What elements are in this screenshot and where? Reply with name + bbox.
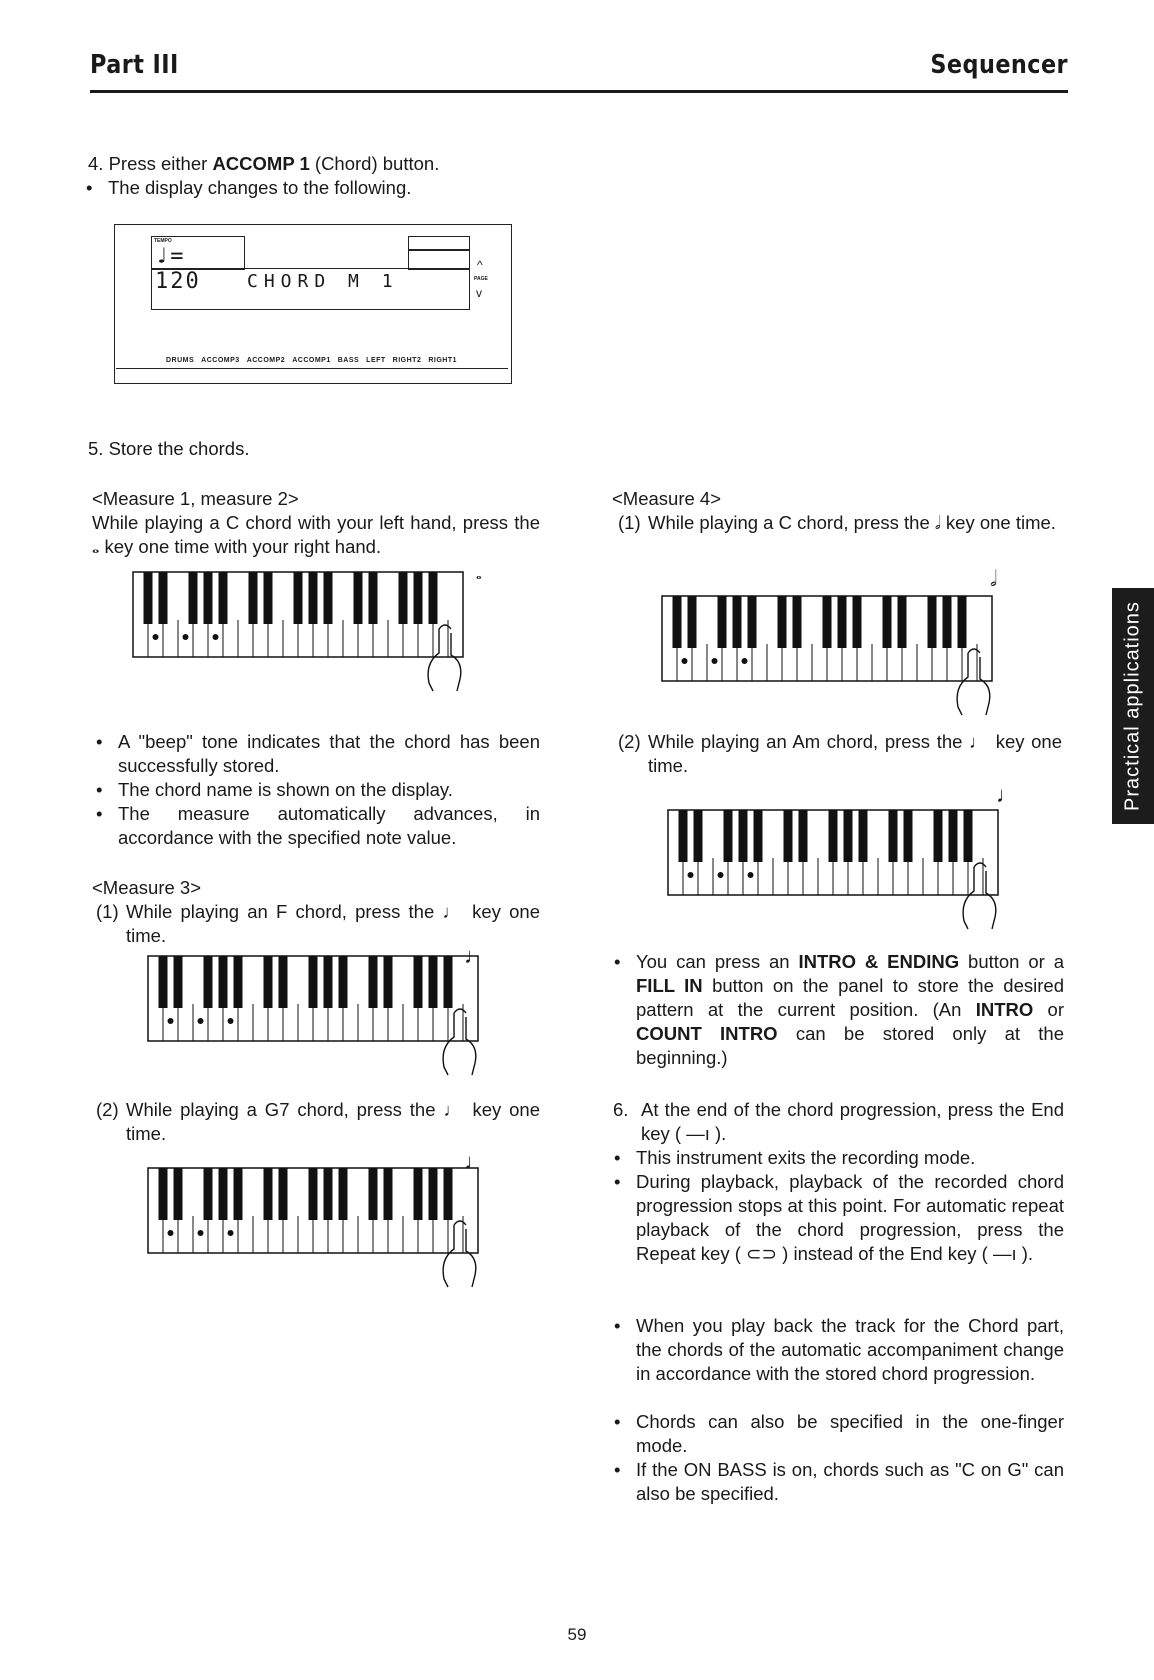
step-4-text-before: Press either	[108, 153, 213, 174]
black-key	[294, 572, 303, 624]
step-6-text: At the end of the chord progression, press the End key ( —ı ).	[641, 1099, 1064, 1144]
step-5-text: Store the chords.	[108, 438, 250, 459]
pressed-key-dot	[228, 1018, 234, 1024]
track-label: ACCOMP1	[292, 357, 331, 364]
black-key	[279, 1168, 288, 1220]
black-key	[159, 572, 168, 624]
black-key	[748, 596, 757, 648]
black-key	[784, 810, 793, 862]
black-key	[234, 956, 243, 1008]
step-4-bullet-text: The display changes to the following.	[108, 177, 412, 198]
track-labels	[166, 357, 466, 364]
black-key	[958, 596, 967, 648]
black-key	[204, 1168, 213, 1220]
black-key	[943, 596, 952, 648]
black-key	[793, 596, 802, 648]
item-text: While playing an F chord, press the ♩ key one time.	[126, 901, 540, 946]
black-key	[429, 572, 438, 624]
black-key	[414, 1168, 423, 1220]
pressed-key-dot	[168, 1018, 174, 1024]
tempo-value: ♩= 120	[155, 244, 201, 294]
pressed-key-dot	[718, 872, 724, 878]
note-symbol: 𝅗𝅥	[990, 566, 997, 591]
note-symbol: ♩	[464, 943, 486, 968]
black-key	[724, 810, 733, 862]
black-key	[324, 1168, 333, 1220]
step-5-number: 5.	[88, 438, 104, 459]
black-key	[219, 572, 228, 624]
playback-bullet: • During playback, playback of the recorded chord progression stops at this point. For automatic repeat playback of the chord progression, press the Repeat key ( ⊂⊃ ) instead of the End key ( —ı ).	[614, 1171, 1064, 1264]
black-key	[904, 810, 913, 862]
black-key	[429, 1168, 438, 1220]
black-key	[234, 1168, 243, 1220]
measure-4-heading: <Measure 4>	[612, 488, 722, 509]
page-down-icon: v	[476, 286, 482, 300]
pressed-key-dot	[168, 1230, 174, 1236]
black-key	[204, 956, 213, 1008]
black-key	[309, 956, 318, 1008]
measure-4-item-1	[618, 511, 1062, 535]
black-key	[249, 572, 258, 624]
black-key	[754, 810, 763, 862]
section-heading: Sequencer	[930, 50, 1068, 80]
black-key	[429, 956, 438, 1008]
chord-line: CHORD M 1	[247, 271, 399, 292]
bullet-text: Chords can also be specified in the one-finger mode.	[636, 1411, 1064, 1456]
pressed-key-dot	[213, 634, 219, 640]
intro-note-text: You can press an	[636, 951, 799, 972]
intro-note-text: or	[1033, 999, 1064, 1020]
black-key	[384, 956, 393, 1008]
step-4	[88, 152, 439, 176]
black-key	[444, 1168, 453, 1220]
black-key	[384, 1168, 393, 1220]
keyboard-illustration-2	[662, 596, 1022, 716]
intro-note-text: button or a	[959, 951, 1065, 972]
pressed-key-dot	[198, 1018, 204, 1024]
note-symbol: ♩	[996, 782, 1018, 807]
keyboard-illustration-1	[133, 572, 493, 692]
black-key	[844, 810, 853, 862]
black-key	[414, 572, 423, 624]
black-key	[324, 956, 333, 1008]
lcd-display	[114, 224, 512, 384]
black-key	[264, 1168, 273, 1220]
black-key	[838, 596, 847, 648]
intro-note-text: can be stored only at the beginning.)	[636, 1023, 1064, 1068]
black-key	[799, 810, 808, 862]
black-key	[853, 596, 862, 648]
header-rule	[90, 90, 1068, 93]
intro-label: INTRO	[975, 999, 1034, 1020]
on-bass-bullet: • If the ON BASS is on, chords such as "C on G" can also be specified.	[614, 1459, 1064, 1504]
measure-advance-bullet: • The measure automatically advances, in accordance with the specified note value.	[96, 803, 540, 848]
page-number: 59	[567, 1625, 587, 1644]
pressed-key-dot	[198, 1230, 204, 1236]
black-key	[694, 810, 703, 862]
intro-ending-button-label: INTRO & ENDING	[798, 951, 960, 972]
black-key	[369, 956, 378, 1008]
black-key	[414, 956, 423, 1008]
keyboard-illustration-3	[148, 956, 508, 1076]
recording-exit-bullet: • This instrument exits the recording mode.	[614, 1147, 976, 1168]
beep-bullet-text: A "beep" tone indicates that the chord has been successfully stored.	[118, 731, 540, 776]
black-key	[898, 596, 907, 648]
black-key	[679, 810, 688, 862]
track-label: RIGHT2	[392, 357, 422, 364]
black-key	[673, 596, 682, 648]
track-label: BASS	[337, 357, 360, 364]
black-key	[718, 596, 727, 648]
black-key	[859, 810, 868, 862]
black-key	[354, 572, 363, 624]
track-label-strip	[116, 368, 508, 381]
note-symbol: 𝅝	[476, 566, 482, 582]
black-key	[934, 810, 943, 862]
measure-4-item-2	[618, 730, 1062, 778]
black-key	[264, 956, 273, 1008]
measure-box	[408, 236, 470, 270]
track-label: ACCOMP3	[201, 357, 240, 364]
measure-1-2-heading: <Measure 1, measure 2>	[92, 488, 299, 509]
black-key	[829, 810, 838, 862]
black-key	[339, 1168, 348, 1220]
pressed-key-dot	[183, 634, 189, 640]
bullet-text: If the ON BASS is on, chords such as "C on G" can also be specified.	[636, 1459, 1064, 1504]
pressed-key-dot	[712, 658, 718, 664]
black-key	[444, 956, 453, 1008]
tempo-box	[151, 236, 245, 294]
measure-3-item-2	[96, 1098, 540, 1146]
black-key	[174, 956, 183, 1008]
pressed-key-dot	[688, 872, 694, 878]
practical-applications-tab[interactable]	[1112, 588, 1154, 824]
black-key	[279, 956, 288, 1008]
black-key	[688, 596, 697, 648]
black-key	[964, 810, 973, 862]
item-text: While playing a G7 chord, press the ♩ key one time.	[126, 1099, 540, 1144]
note-symbol: ♩	[464, 1149, 486, 1174]
step-6-number: 6.	[613, 1099, 629, 1120]
item-number: (1)	[618, 512, 641, 533]
black-key	[823, 596, 832, 648]
pressed-key-dot	[153, 634, 159, 640]
chord-display-box	[151, 268, 470, 310]
step-5	[88, 437, 249, 461]
item-text: While playing a C chord, press the 𝅗𝅥 key one time.	[648, 512, 1056, 533]
bullet-text: This instrument exits the recording mode.	[636, 1147, 976, 1168]
side-tab-label: Practical applications	[1121, 601, 1144, 811]
one-finger-bullet: • Chords can also be specified in the one-finger mode.	[614, 1411, 1064, 1456]
item-text: While playing an Am chord, press the ♩ key one time.	[648, 731, 1062, 776]
black-key	[264, 572, 273, 624]
black-key	[928, 596, 937, 648]
black-key	[889, 810, 898, 862]
black-key	[883, 596, 892, 648]
beep-bullet: • A "beep" tone indicates that the chord has been successfully stored.	[96, 731, 540, 776]
black-key	[219, 1168, 228, 1220]
black-key	[309, 1168, 318, 1220]
track-label: DRUMS	[166, 357, 195, 364]
part-heading: Part III	[90, 50, 179, 80]
step-4-text-after: (Chord) button.	[309, 153, 440, 174]
pressed-key-dot	[748, 872, 754, 878]
intro-note-text: button on the panel to store the desired pattern at the current position. (An	[636, 975, 1064, 1020]
black-key	[219, 956, 228, 1008]
step-4-bullet: • The display changes to the following.	[86, 177, 412, 198]
measure-1-2-text: While playing a C chord with your left hand, press the 𝅝 key one time with your right hand.	[92, 512, 540, 557]
black-key	[159, 956, 168, 1008]
step-4-number: 4.	[88, 153, 104, 174]
keyboard-illustration-5	[148, 1168, 508, 1288]
measure-3-heading: <Measure 3>	[92, 877, 202, 898]
item-number: (2)	[96, 1099, 119, 1120]
count-intro-label: COUNT INTRO	[636, 1023, 778, 1044]
black-key	[733, 596, 742, 648]
black-key	[778, 596, 787, 648]
black-key	[369, 572, 378, 624]
pressed-key-dot	[682, 658, 688, 664]
page-label: PAGE	[474, 276, 488, 282]
keyboard-illustration-4	[668, 810, 1028, 930]
black-key	[399, 572, 408, 624]
track-label: RIGHT1	[428, 357, 458, 364]
chord-name-bullet-text: The chord name is shown on the display.	[118, 779, 453, 800]
tempo-label: TEMPO	[154, 238, 172, 244]
black-key	[739, 810, 748, 862]
page-up-icon: ^	[477, 258, 483, 272]
step-6	[613, 1098, 1064, 1146]
item-number: (1)	[96, 901, 119, 922]
black-key	[174, 1168, 183, 1220]
chord-name-bullet: • The chord name is shown on the display.	[96, 779, 453, 800]
bullet-text: When you play back the track for the Chord part, the chords of the automatic accompaniment change in accordance with the stored chord progression.	[636, 1315, 1064, 1384]
accomp-1-button-label: ACCOMP 1	[212, 153, 310, 174]
pressed-key-dot	[228, 1230, 234, 1236]
fill-in-button-label: FILL IN	[636, 975, 703, 996]
black-key	[309, 572, 318, 624]
track-label: ACCOMP2	[246, 357, 286, 364]
black-key	[204, 572, 213, 624]
measure-3-item-1	[96, 900, 540, 948]
item-number: (2)	[618, 731, 641, 752]
pressed-key-dot	[742, 658, 748, 664]
bullet-text: During playback, playback of the recorded chord progression stops at this point. For automatic repeat playback of the chord progression, press the Repeat key ( ⊂⊃ ) instead of the End key ( —ı ).	[636, 1171, 1064, 1264]
measure-advance-bullet-text: The measure automatically advances, in accordance with the specified note value.	[118, 803, 540, 848]
track-label: LEFT	[366, 357, 386, 364]
black-key	[324, 572, 333, 624]
black-key	[144, 572, 153, 624]
black-key	[189, 572, 198, 624]
chord-track-bullet: • When you play back the track for the Chord part, the chords of the automatic accompaniment change in accordance with the stored chord progression.	[614, 1315, 1064, 1384]
black-key	[339, 956, 348, 1008]
black-key	[949, 810, 958, 862]
black-key	[159, 1168, 168, 1220]
black-key	[369, 1168, 378, 1220]
intro-ending-note: • You can press an INTRO & ENDING button or a FILL IN button on the panel to store the desired pattern at the current position. (An INTRO or COUNT INTRO can be stored only at the beginning.)	[614, 951, 1065, 1068]
